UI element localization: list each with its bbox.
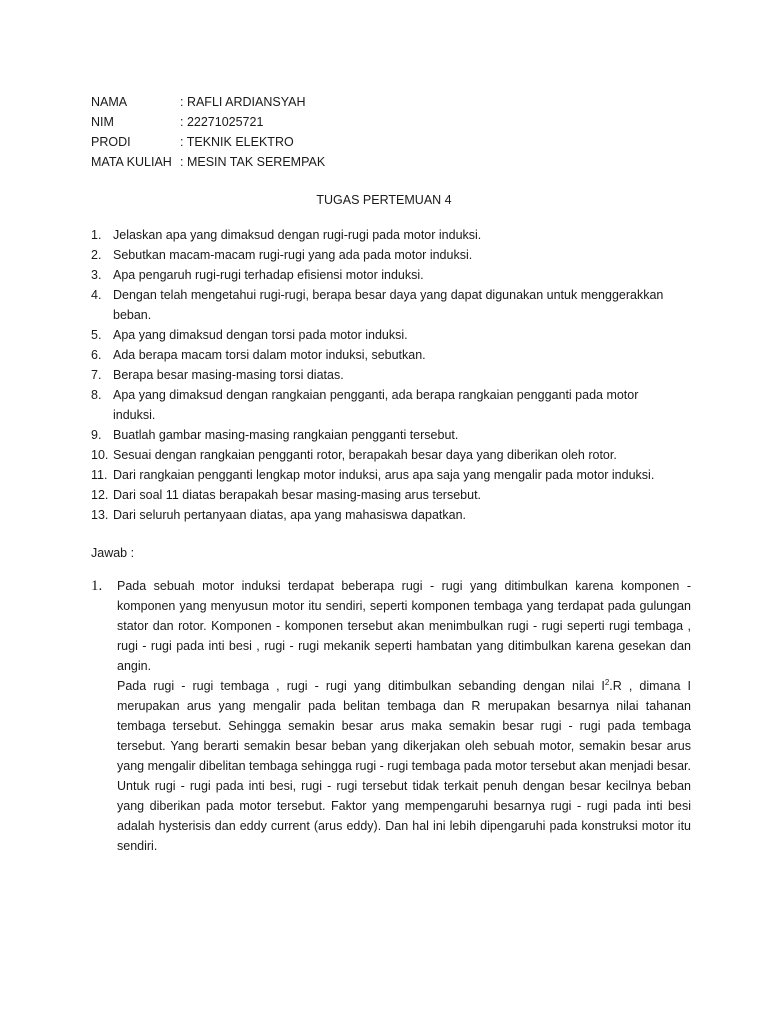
question-text: Dari soal 11 diatas berapakah besar masing-masing arus tersebut. (113, 488, 482, 502)
question-item (91, 445, 681, 465)
question-text: Ada berapa macam torsi dalam motor induksi, sebutkan. (113, 348, 426, 362)
question-number: 5. (91, 328, 102, 342)
answer-paragraph: Pada sebuah motor induksi terdapat beberapa rugi - rugi yang ditimbulkan karena komponen - komponen yang menyusun motor itu sendiri, seperti komponen tembaga yang terdapat pada gulungan stator dan rotor. Komponen - komponen tersebut akan menimbulkan rugi - rugi seperti rugi tembaga , rugi - rugi pada inti besi , rugi - rugi mekanik seperti hambatan yang ditimbulkan karena gesekan dan angin. (117, 579, 691, 673)
info-value: : 22271025721 (180, 115, 264, 129)
info-value: : TEKNIK ELEKTRO (180, 135, 294, 149)
question-number: 1. (91, 228, 102, 242)
question-number: 12. (91, 488, 109, 502)
question-text: Buatlah gambar masing-masing rangkaian pengganti tersebut. (113, 428, 459, 442)
question-text: Jelaskan apa yang dimaksud dengan rugi-rugi pada motor induksi. (113, 228, 482, 242)
question-text: Dari seluruh pertanyaan diatas, apa yang mahasiswa dapatkan. (113, 508, 466, 522)
question-number: 11. (91, 468, 108, 482)
question-text: Sebutkan macam-macam rugi-rugi yang ada pada motor induksi. (113, 248, 473, 262)
question-item (91, 265, 681, 285)
info-row-course (91, 152, 325, 172)
question-item (91, 285, 681, 325)
question-number: 13. (91, 508, 109, 522)
question-text: Sesuai dengan rangkaian pengganti rotor, berapakah besar daya yang diberikan oleh rotor. (113, 448, 617, 462)
answer-item (91, 576, 691, 856)
answer-number: 1. (91, 578, 103, 594)
answer-body (117, 576, 691, 856)
question-item (91, 345, 681, 365)
info-value: : RAFLI ARDIANSYAH (180, 95, 306, 109)
question-text: Apa yang dimaksud dengan rangkaian pengganti, ada berapa rangkaian pengganti pada motor induksi. (113, 388, 639, 422)
info-row-name (91, 92, 306, 112)
superscript: 2 (604, 677, 610, 687)
question-text: Dengan telah mengetahui rugi-rugi, berapa besar daya yang dapat digunakan untuk menggerakkan beban. (113, 288, 664, 322)
info-label: NAMA (91, 95, 128, 109)
info-label: PRODI (91, 135, 131, 149)
question-text: Apa yang dimaksud dengan torsi pada motor induksi. (113, 328, 408, 342)
question-item (91, 425, 681, 445)
question-number: 7. (91, 368, 102, 382)
question-item (91, 325, 681, 345)
question-item (91, 505, 681, 525)
question-item (91, 465, 681, 485)
question-text: Dari rangkaian pengganti lengkap motor induksi, arus apa saja yang mengalir pada motor induksi. (113, 468, 655, 482)
answer-paragraph (117, 676, 691, 776)
info-value: : MESIN TAK SEREMPAK (180, 155, 326, 169)
question-number: 3. (91, 268, 102, 282)
question-item (91, 385, 681, 425)
question-number: 10. (91, 448, 109, 462)
question-item (91, 245, 681, 265)
answer-paragraph: Untuk rugi - rugi pada inti besi, rugi - rugi tersebut tidak terkait penuh dengan besar kecilnya beban yang diberikan pada motor tersebut. Faktor yang mempengaruhi besarnya rugi - rugi pada inti besi adalah hysterisis dan eddy current (arus eddy). Dan hal ini lebih dipengaruhi pada konstruksi motor itu sendiri. (117, 779, 691, 853)
info-row-prodi (91, 132, 294, 152)
answer-text: .R , dimana I merupakan arus yang mengalir pada belitan tembaga dan R merupakan besarnya nilai tahanan tembaga tersebut. Sehingga semakin besar arus maka semakin besar rugi - rugi pada tembaga tersebut. Yang berarti semakin besar beban yang dikerjakan oleh sebuah motor, semakin besar arus yang mengalir dibelitan tembaga sehingga rugi - rugi tembaga pada motor tersebut akan menjadi besar. (117, 679, 691, 773)
answer-text: Pada rugi - rugi tembaga , rugi - rugi yang ditimbulkan sebanding dengan nilai I (117, 679, 605, 693)
question-item (91, 485, 681, 505)
question-number: 9. (91, 428, 102, 442)
question-item (91, 365, 681, 385)
question-text: Apa pengaruh rugi-rugi terhadap efisiensi motor induksi. (113, 268, 424, 282)
question-number: 2. (91, 248, 102, 262)
info-label: NIM (91, 115, 114, 129)
question-number: 8. (91, 388, 102, 402)
document-title: TUGAS PERTEMUAN 4 (316, 193, 452, 207)
question-number: 6. (91, 348, 102, 362)
answer-heading: Jawab : (91, 546, 135, 560)
question-number: 4. (91, 288, 102, 302)
info-label: MATA KULIAH (91, 155, 172, 169)
question-item (91, 225, 681, 245)
question-text: Berapa besar masing-masing torsi diatas. (113, 368, 344, 382)
info-row-nim (91, 112, 263, 132)
